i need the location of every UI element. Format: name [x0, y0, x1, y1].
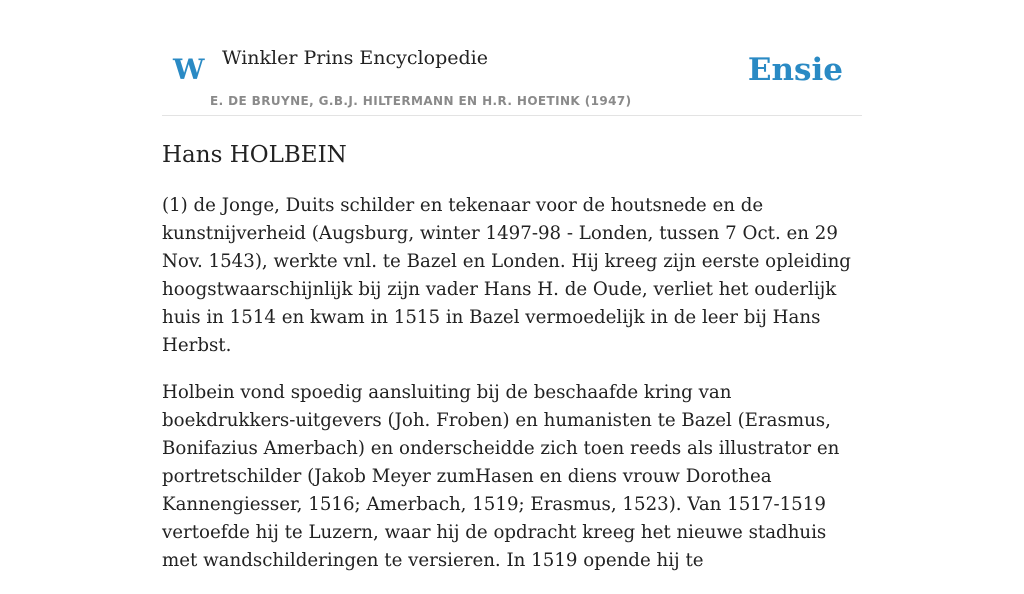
article-title: Hans HOLBEIN: [162, 142, 347, 168]
source-title[interactable]: Winkler Prins Encyclopedie: [222, 47, 488, 69]
header: [162, 0, 862, 116]
article-paragraph: Holbein vond spoedig aansluiting bij de beschaafde kring van boekdrukkers-uitgevers (Joh. Froben) en humanisten te Bazel (Erasmus, Bonifazius Amerbach) en onderscheidde zich toen reeds als illustrator en portretschilder (Jakob Meyer zumHasen en diens vrouw Dorothea Kannengiesser, 1516; Amerbach, 1519; Erasmus, 1523). Van 1517-1519 vertoefde hij te Luzern, waar hij de opdracht kreeg het nieuwe stadhuis met wandschilderingen te versieren. In 1519 opende hij te: [162, 382, 840, 571]
article-paragraph: (1) de Jonge, Duits schilder en tekenaar voor de houtsnede en de kunstnijverheid (Augsburg, winter 1497-98 - Londen, tussen 7 Oct. en 29 Nov. 1543), werkte vnl. te Bazel en Londen. Hij kreeg zijn eerste opleiding hoogstwaarschijnlijk bij zijn vader Hans H. de Oude, verliet het ouderlijk huis in 1514 en kwam in 1515 in Bazel vermoedelijk in de leer bij Hans Herbst.: [162, 195, 851, 356]
article-body: [162, 192, 862, 594]
source-logo-icon[interactable]: W: [173, 53, 205, 86]
source-authors: E. DE BRUYNE, G.B.J. HILTERMANN EN H.R. HOETINK (1947): [210, 94, 632, 108]
brand-logo[interactable]: Ensie: [747, 52, 843, 88]
